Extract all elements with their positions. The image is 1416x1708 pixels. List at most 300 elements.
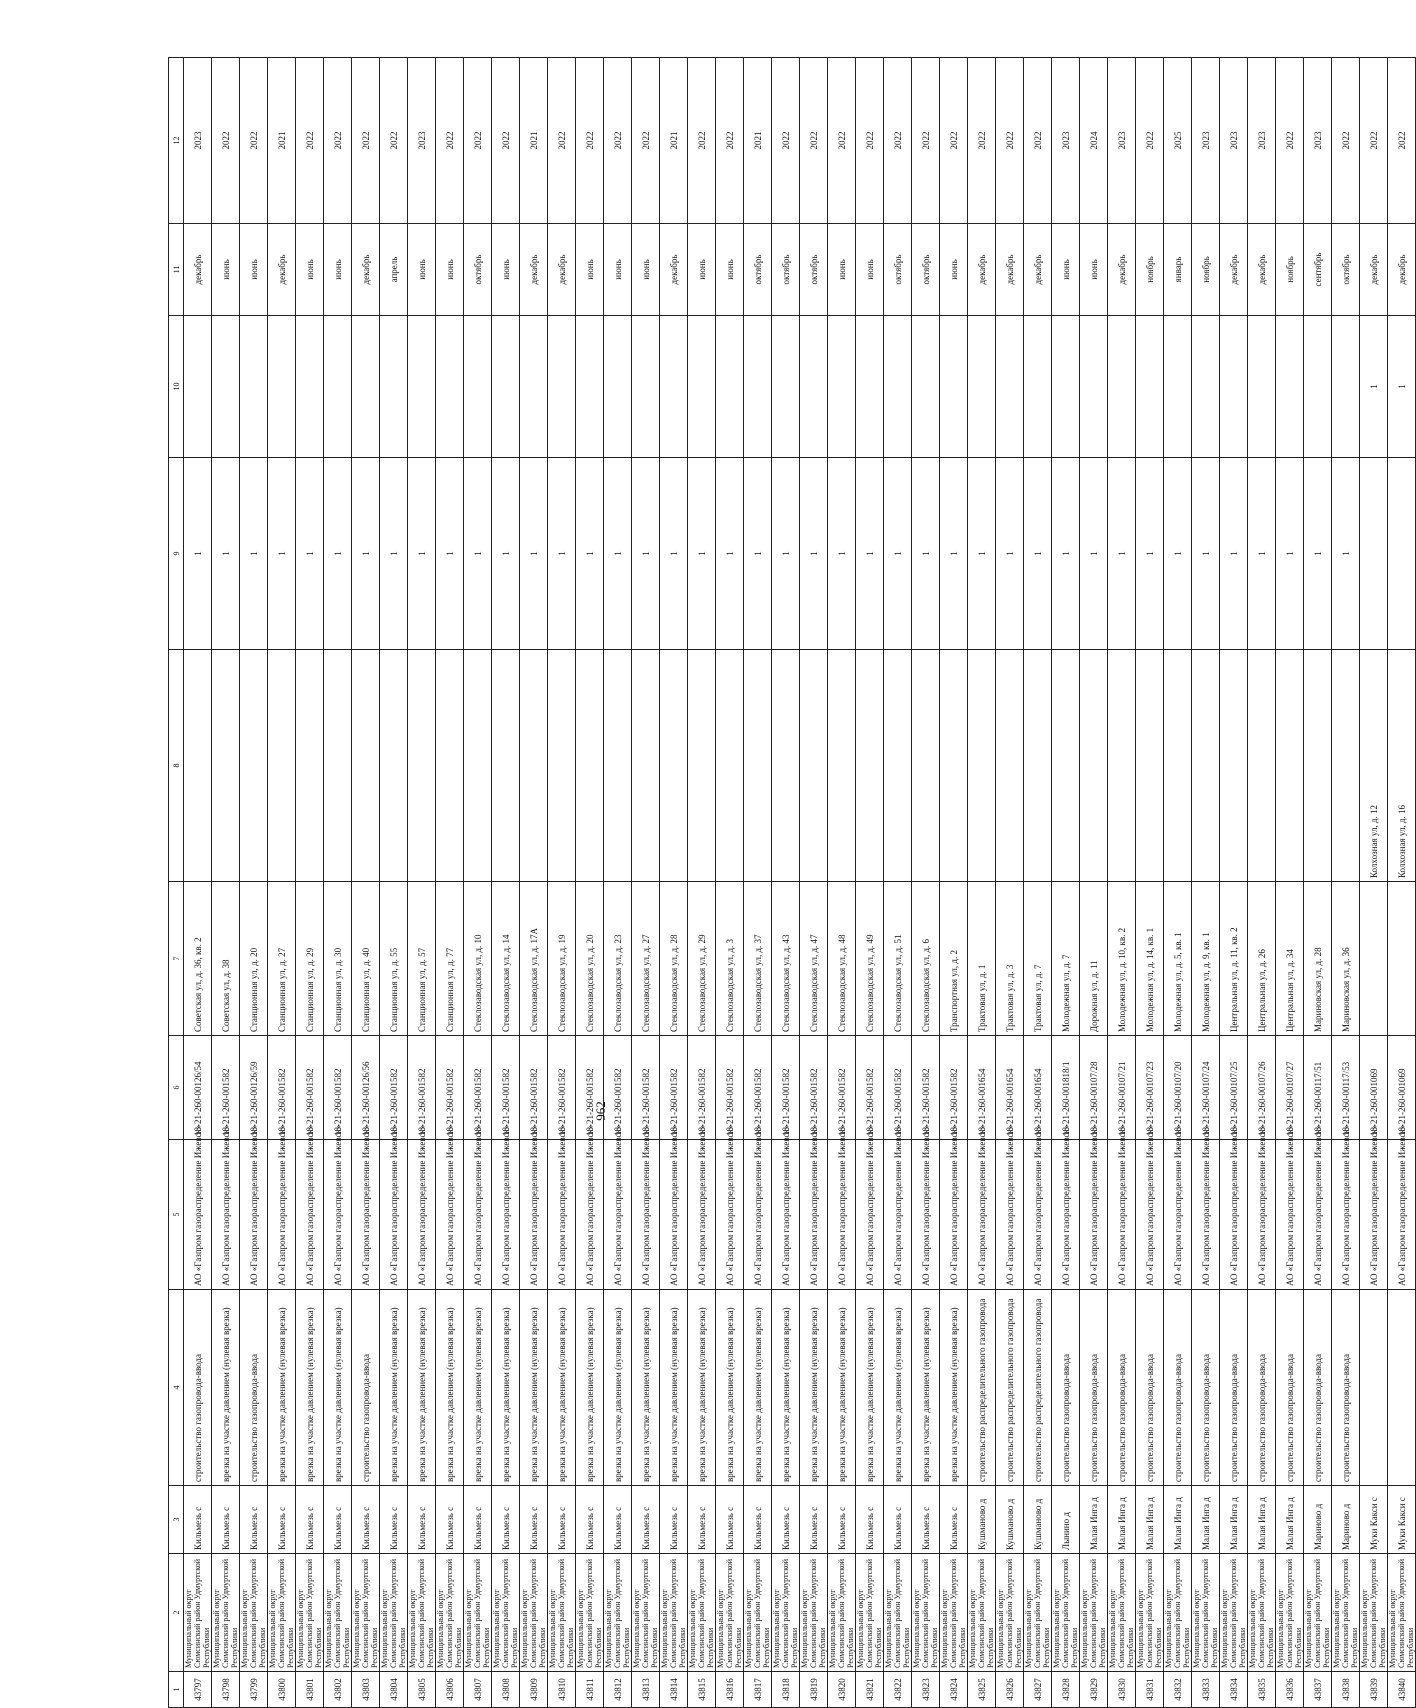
table-row — [968, 58, 996, 1708]
table-cell-col1: 43836 — [1276, 1672, 1304, 1708]
column-header-1: 1 — [169, 1672, 184, 1708]
table-cell-col7: Трактовая ул, д. 3 — [996, 882, 1024, 1036]
table-cell-col1: 43819 — [800, 1672, 828, 1708]
table-cell-col6: 18-21-260-00107/23 — [1136, 1036, 1164, 1140]
table-cell-col10 — [968, 316, 996, 458]
table-cell-col12: 2021 — [744, 58, 772, 224]
table-cell-col2: Муниципальный округ Сюмсинский район Удмуртской Республики — [464, 1554, 492, 1672]
table-cell-col8 — [212, 650, 240, 882]
table-row — [632, 58, 660, 1708]
table-cell-col1: 43822 — [884, 1672, 912, 1708]
table-cell-col6: 18-21-260-001654 — [996, 1036, 1024, 1140]
table-cell-col12: 2022 — [996, 58, 1024, 224]
table-cell-col3: Кушманово д — [996, 1486, 1024, 1554]
table-cell-col9: 1 — [408, 458, 436, 650]
table-cell-col1: 43802 — [324, 1672, 352, 1708]
table-cell-col1: 43829 — [1080, 1672, 1108, 1708]
table-cell-col11: июнь — [212, 224, 240, 316]
table-cell-col11: июнь — [604, 224, 632, 316]
table-cell-col2: Муниципальный округ Сюмсинский район Удмуртской Республики — [1080, 1554, 1108, 1672]
table-cell-col7: Молодежная ул, д. 14, кв. 1 — [1136, 882, 1164, 1036]
table-cell-col6: 18-21-260-001582 — [912, 1036, 940, 1140]
table-cell-col8 — [324, 650, 352, 882]
table-cell-col11: июнь — [1052, 224, 1080, 316]
table-cell-col10: 1 — [1360, 316, 1388, 458]
table-cell-col2: Муниципальный округ Сюмсинский район Удмуртской Республики — [408, 1554, 436, 1672]
table-cell-col5: АО «Газпром газораспределение Ижевск» — [1304, 1140, 1332, 1290]
table-cell-col8 — [1024, 650, 1052, 882]
table-cell-col12: 2023 — [1304, 58, 1332, 224]
table-cell-col8 — [492, 650, 520, 882]
page-number: 962 — [593, 1101, 608, 1121]
table-cell-col12: 2022 — [464, 58, 492, 224]
table-cell-col3: Кильмезь с — [548, 1486, 576, 1554]
table-cell-col8 — [436, 650, 464, 882]
table-cell-col1: 43818 — [772, 1672, 800, 1708]
table-cell-col9: 1 — [324, 458, 352, 650]
table-cell-col5: АО «Газпром газораспределение Ижевск» — [408, 1140, 436, 1290]
table-cell-col6: 18-21-260-001069 — [1388, 1036, 1416, 1140]
table-cell-col10 — [464, 316, 492, 458]
column-header-11: 11 — [169, 224, 184, 316]
table-row — [800, 58, 828, 1708]
table-cell-col4: строительство газопровода-ввода — [1136, 1290, 1164, 1486]
table-cell-col11: декабрь — [1024, 224, 1052, 316]
table-cell-col3: Кильмезь с — [800, 1486, 828, 1554]
table-cell-col3: Лынино д — [1052, 1486, 1080, 1554]
table-cell-col12: 2022 — [548, 58, 576, 224]
table-cell-col5: АО «Газпром газораспределение Ижевск» — [1248, 1140, 1276, 1290]
table-row — [324, 58, 352, 1708]
table-cell-col7: Центральная ул, д. 34 — [1276, 882, 1304, 1036]
table-cell-col1: 43824 — [940, 1672, 968, 1708]
table-cell-col8 — [240, 650, 268, 882]
column-header-9: 9 — [169, 458, 184, 650]
table-cell-col3: Кильмезь с — [520, 1486, 548, 1554]
table-cell-col11: октябрь — [800, 224, 828, 316]
table-cell-col8 — [184, 650, 212, 882]
table-cell-col12: 2023 — [1108, 58, 1136, 224]
table-cell-col12: 2021 — [520, 58, 548, 224]
table-cell-col9: 1 — [604, 458, 632, 650]
table-cell-col3: Кильмезь с — [184, 1486, 212, 1554]
table-cell-col6: 18-21-260-001654 — [1024, 1036, 1052, 1140]
table-cell-col12: 2022 — [1332, 58, 1360, 224]
table-row — [828, 58, 856, 1708]
table-cell-col9: 1 — [520, 458, 548, 650]
table-cell-col8: Колхозная ул, д. 16 — [1388, 650, 1416, 882]
table-cell-col2: Муниципальный округ Сюмсинский район Удмуртской Республики — [1136, 1554, 1164, 1672]
table-cell-col1: 43839 — [1360, 1672, 1388, 1708]
table-cell-col10 — [1276, 316, 1304, 458]
table-cell-col7: Стеклозаводская ул, д. 23 — [604, 882, 632, 1036]
table-row — [268, 58, 296, 1708]
table-cell-col8 — [1080, 650, 1108, 882]
table-row — [1360, 58, 1388, 1708]
table-cell-col2: Муниципальный округ Сюмсинский район Удмуртской Республики — [772, 1554, 800, 1672]
table-cell-col8 — [520, 650, 548, 882]
table-row — [1164, 58, 1192, 1708]
table-cell-col4: врезка на участке давлением (нулевая врезка) — [268, 1290, 296, 1486]
table-cell-col7: Стеклозаводская ул, д. 37 — [744, 882, 772, 1036]
table-cell-col1: 43815 — [688, 1672, 716, 1708]
table-cell-col9: 1 — [688, 458, 716, 650]
table-cell-col2: Муниципальный округ Сюмсинский район Удмуртской Республики — [268, 1554, 296, 1672]
table-cell-col3: Кильмезь с — [324, 1486, 352, 1554]
table-cell-col2: Муниципальный округ Сюмсинский район Удмуртской Республики — [1108, 1554, 1136, 1672]
table-cell-col12: 2022 — [576, 58, 604, 224]
table-cell-col1: 43803 — [352, 1672, 380, 1708]
table-cell-col7: Станционная ул, д. 27 — [268, 882, 296, 1036]
table-cell-col3: Малая Инга д — [1248, 1486, 1276, 1554]
table-cell-col2: Муниципальный округ Сюмсинский район Удмуртской Республики — [968, 1554, 996, 1672]
table-cell-col11: декабрь — [660, 224, 688, 316]
data-table — [168, 57, 1416, 1708]
table-cell-col5: АО «Газпром газораспределение Ижевск» — [576, 1140, 604, 1290]
table-cell-col6: 18-21-260-001582 — [436, 1036, 464, 1140]
table-cell-col10 — [688, 316, 716, 458]
table-cell-col4 — [1388, 1290, 1416, 1486]
table-cell-col8 — [688, 650, 716, 882]
table-cell-col4: врезка на участке давлением (нулевая врезка) — [604, 1290, 632, 1486]
table-row — [1332, 58, 1360, 1708]
table-cell-col3: Кильмезь с — [296, 1486, 324, 1554]
table-cell-col11: декабрь — [1108, 224, 1136, 316]
table-cell-col3: Малая Инга д — [1108, 1486, 1136, 1554]
table-cell-col3: Кильмезь с — [604, 1486, 632, 1554]
table-cell-col7: Стеклозаводская ул, д. 51 — [884, 882, 912, 1036]
table-cell-col6: 18-21-260-00107/20 — [1164, 1036, 1192, 1140]
table-cell-col7: Стеклозаводская ул, д. 17А — [520, 882, 548, 1036]
table-cell-col8 — [380, 650, 408, 882]
table-cell-col6: 18-21-260-001582 — [660, 1036, 688, 1140]
table-cell-col8 — [800, 650, 828, 882]
table-cell-col10 — [324, 316, 352, 458]
table-cell-col8 — [856, 650, 884, 882]
header-row — [169, 58, 184, 1708]
table-cell-col12: 2022 — [1136, 58, 1164, 224]
table-cell-col5: АО «Газпром газораспределение Ижевск» — [996, 1140, 1024, 1290]
table-cell-col2: Муниципальный округ Сюмсинский район Удмуртской Республики — [716, 1554, 744, 1672]
table-row — [1248, 58, 1276, 1708]
table-cell-col6: 18-21-260-001582 — [464, 1036, 492, 1140]
table-cell-col1: 43814 — [660, 1672, 688, 1708]
table-row — [352, 58, 380, 1708]
table-cell-col5: АО «Газпром газораспределение Ижевск» — [436, 1140, 464, 1290]
table-cell-col11: ноябрь — [1276, 224, 1304, 316]
table-cell-col3: Кильмезь с — [268, 1486, 296, 1554]
table-cell-col10 — [240, 316, 268, 458]
table-cell-col9: 1 — [352, 458, 380, 650]
table-cell-col8: Колхозная ул, д. 12 — [1360, 650, 1388, 882]
table-cell-col9: 1 — [856, 458, 884, 650]
table-cell-col5: АО «Газпром газораспределение Ижевск» — [324, 1140, 352, 1290]
table-cell-col7: Станционная ул, д. 77 — [436, 882, 464, 1036]
table-cell-col8 — [1052, 650, 1080, 882]
table-cell-col6: 18-21-260-001582 — [800, 1036, 828, 1140]
table-cell-col6: 18-21-260-001654 — [968, 1036, 996, 1140]
table-cell-col2: Муниципальный округ Сюмсинский район Удмуртской Республики — [492, 1554, 520, 1672]
table-row — [604, 58, 632, 1708]
table-cell-col6: 18-21-260-00107/28 — [1080, 1036, 1108, 1140]
table-cell-col7: Молодежная ул, д. 7 — [1052, 882, 1080, 1036]
table-cell-col10 — [632, 316, 660, 458]
table-cell-col10 — [772, 316, 800, 458]
table-row — [1024, 58, 1052, 1708]
table-cell-col5: АО «Газпром газораспределение Ижевск» — [1080, 1140, 1108, 1290]
table-row — [996, 58, 1024, 1708]
table-cell-col11: октябрь — [772, 224, 800, 316]
table-cell-col1: 43807 — [464, 1672, 492, 1708]
table-cell-col9: 1 — [436, 458, 464, 650]
table-cell-col4: врезка на участке давлением (нулевая врезка) — [856, 1290, 884, 1486]
table-cell-col3: Муки Какси с — [1388, 1486, 1416, 1554]
table-cell-col8 — [296, 650, 324, 882]
table-cell-col4: строительство газопровода-ввода — [1248, 1290, 1276, 1486]
table-cell-col7: Стеклозаводская ул, д. 3 — [716, 882, 744, 1036]
table-cell-col8 — [884, 650, 912, 882]
table-cell-col10 — [800, 316, 828, 458]
table-cell-col5: АО «Газпром газораспределение Ижевск» — [1192, 1140, 1220, 1290]
table-cell-col4: врезка на участке давлением (нулевая врезка) — [492, 1290, 520, 1486]
table-cell-col8 — [1192, 650, 1220, 882]
table-cell-col12: 2022 — [1360, 58, 1388, 224]
table-cell-col9: 1 — [996, 458, 1024, 650]
table-cell-col7: Стеклозаводская ул, д. 49 — [856, 882, 884, 1036]
column-header-4: 4 — [169, 1290, 184, 1486]
table-cell-col8 — [1332, 650, 1360, 882]
table-cell-col4: врезка на участке давлением (нулевая врезка) — [660, 1290, 688, 1486]
table-cell-col4: врезка на участке давлением (нулевая врезка) — [296, 1290, 324, 1486]
table-cell-col1: 43817 — [744, 1672, 772, 1708]
table-cell-col4: врезка на участке давлением (нулевая врезка) — [548, 1290, 576, 1486]
table-cell-col7: Станционная ул, д. 30 — [324, 882, 352, 1036]
table-cell-col11: октябрь — [1332, 224, 1360, 316]
table-cell-col8 — [632, 650, 660, 882]
table-cell-col9: 1 — [1332, 458, 1360, 650]
table-cell-col7: Трактовая ул, д. 1 — [968, 882, 996, 1036]
table-cell-col8 — [940, 650, 968, 882]
table-cell-col4: строительство газопровода-ввода — [1220, 1290, 1248, 1486]
table-cell-col2: Муниципальный округ Сюмсинский район Удмуртской Республики — [212, 1554, 240, 1672]
table-cell-col4: врезка на участке давлением (нулевая врезка) — [744, 1290, 772, 1486]
table-cell-col12: 2022 — [968, 58, 996, 224]
table-cell-col3: Малая Инга д — [1220, 1486, 1248, 1554]
table-cell-col12: 2022 — [324, 58, 352, 224]
table-row — [688, 58, 716, 1708]
table-cell-col10 — [996, 316, 1024, 458]
table-cell-col3: Мариново д — [1332, 1486, 1360, 1554]
table-cell-col2: Муниципальный округ Сюмсинский район Удмуртской Республики — [1052, 1554, 1080, 1672]
table-cell-col4: строительство газопровода-ввода — [1192, 1290, 1220, 1486]
table-cell-col7: Центральная ул, д. 11, кв. 2 — [1220, 882, 1248, 1036]
table-cell-col9: 1 — [1052, 458, 1080, 650]
table-cell-col2: Муниципальный округ Сюмсинский район Удмуртской Республики — [940, 1554, 968, 1672]
table-cell-col10 — [352, 316, 380, 458]
table-cell-col9: 1 — [1276, 458, 1304, 650]
table-cell-col8 — [968, 650, 996, 882]
column-header-3: 3 — [169, 1486, 184, 1554]
table-cell-col7: Дорожная ул, д. 11 — [1080, 882, 1108, 1036]
table-cell-col1: 43826 — [996, 1672, 1024, 1708]
table-cell-col6: 18-21-260-001582 — [744, 1036, 772, 1140]
table-cell-col2: Муниципальный округ Сюмсинский район Удмуртской Республики — [1276, 1554, 1304, 1672]
table-cell-col8 — [1164, 650, 1192, 882]
table-cell-col7: Стеклозаводская ул, д. 6 — [912, 882, 940, 1036]
table-cell-col1: 43837 — [1304, 1672, 1332, 1708]
table-cell-col5: АО «Газпром газораспределение Ижевск» — [688, 1140, 716, 1290]
table-cell-col4: строительство газопровода-ввода — [1332, 1290, 1360, 1486]
table-cell-col9: 1 — [884, 458, 912, 650]
table-cell-col4: строительство газопровода-ввода — [1276, 1290, 1304, 1486]
table-cell-col8 — [772, 650, 800, 882]
table-cell-col9: 1 — [660, 458, 688, 650]
table-cell-col12: 2024 — [1080, 58, 1108, 224]
table-cell-col2: Муниципальный округ Сюмсинский район Удмуртской Республики — [296, 1554, 324, 1672]
table-cell-col8 — [604, 650, 632, 882]
table-cell-col6: 18-21-260-001582 — [688, 1036, 716, 1140]
table-cell-col10 — [212, 316, 240, 458]
table-cell-col9: 1 — [744, 458, 772, 650]
column-header-5: 5 — [169, 1140, 184, 1290]
table-cell-col6: 18-21-260-001582 — [856, 1036, 884, 1140]
table-row — [1192, 58, 1220, 1708]
table-cell-col3: Малая Инга д — [1136, 1486, 1164, 1554]
table-row — [408, 58, 436, 1708]
table-cell-col11: июнь — [940, 224, 968, 316]
table-cell-col11: июнь — [632, 224, 660, 316]
table-body — [184, 58, 1416, 1708]
table-cell-col3: Кильмезь с — [772, 1486, 800, 1554]
table-cell-col2: Муниципальный округ Сюмсинский район Удмуртской Республики — [1332, 1554, 1360, 1672]
table-cell-col6: 18-21-260-00107/21 — [1108, 1036, 1136, 1140]
table-cell-col3: Кильмезь с — [380, 1486, 408, 1554]
table-cell-col7: Стеклозаводская ул, д. 20 — [576, 882, 604, 1036]
table-cell-col3: Кильмезь с — [856, 1486, 884, 1554]
table-cell-col6: 18-21-260-00107/25 — [1220, 1036, 1248, 1140]
table-cell-col6: 18-21-260-00126/56 — [352, 1036, 380, 1140]
table-cell-col1: 43827 — [1024, 1672, 1052, 1708]
table-cell-col1: 43823 — [912, 1672, 940, 1708]
table-cell-col4: строительство газопровода-ввода — [184, 1290, 212, 1486]
table-cell-col1: 43838 — [1332, 1672, 1360, 1708]
table-cell-col4: строительство распределительного газопровода — [996, 1290, 1024, 1486]
table-cell-col5: АО «Газпром газораспределение Ижевск» — [1388, 1140, 1416, 1290]
table-cell-col4: врезка на участке давлением (нулевая врезка) — [464, 1290, 492, 1486]
table-cell-col1: 43800 — [268, 1672, 296, 1708]
table-cell-col12: 2022 — [604, 58, 632, 224]
table-cell-col11: ноябрь — [1136, 224, 1164, 316]
table-cell-col3: Кильмезь с — [436, 1486, 464, 1554]
table-cell-col3: Мариново д — [1304, 1486, 1332, 1554]
table-cell-col3: Кильмезь с — [632, 1486, 660, 1554]
table-cell-col3: Кильмезь с — [492, 1486, 520, 1554]
table-cell-col2: Муниципальный округ Сюмсинский район Удмуртской Республики — [660, 1554, 688, 1672]
table-row — [436, 58, 464, 1708]
table-cell-col11: октябрь — [744, 224, 772, 316]
table-cell-col10 — [576, 316, 604, 458]
table-cell-col2: Муниципальный округ Сюмсинский район Удмуртской Республики — [1220, 1554, 1248, 1672]
table-cell-col10 — [884, 316, 912, 458]
table-cell-col9 — [1360, 458, 1388, 650]
table-cell-col3: Кушманово д — [1024, 1486, 1052, 1554]
table-cell-col5: АО «Газпром газораспределение Ижевск» — [1164, 1140, 1192, 1290]
table-cell-col1: 43809 — [520, 1672, 548, 1708]
table-cell-col12: 2022 — [856, 58, 884, 224]
table-cell-col5: АО «Газпром газораспределение Ижевск» — [1332, 1140, 1360, 1290]
table-cell-col2: Муниципальный округ Сюмсинский район Удмуртской Республики — [604, 1554, 632, 1672]
table-cell-col4: строительство газопровода-ввода — [1052, 1290, 1080, 1486]
table-cell-col8 — [1248, 650, 1276, 882]
table-cell-col9: 1 — [1108, 458, 1136, 650]
table-cell-col11: июнь — [492, 224, 520, 316]
table-cell-col11: декабрь — [1388, 224, 1416, 316]
table-cell-col10 — [492, 316, 520, 458]
table-cell-col4: врезка на участке давлением (нулевая врезка) — [324, 1290, 352, 1486]
table-cell-col9: 1 — [716, 458, 744, 650]
table-cell-col1: 43811 — [576, 1672, 604, 1708]
table-cell-col3: Малая Инга д — [1164, 1486, 1192, 1554]
table-cell-col9: 1 — [184, 458, 212, 650]
table-cell-col6: 18-21-260-001582 — [576, 1036, 604, 1140]
table-cell-col1: 43810 — [548, 1672, 576, 1708]
table-cell-col9: 1 — [828, 458, 856, 650]
table-cell-col11: июнь — [324, 224, 352, 316]
table-cell-col10 — [1136, 316, 1164, 458]
table-cell-col11: декабрь — [1248, 224, 1276, 316]
table-cell-col7: Стеклозаводская ул, д. 28 — [660, 882, 688, 1036]
table-cell-col7: Мариновская ул, д. 28 — [1304, 882, 1332, 1036]
table-cell-col5: АО «Газпром газораспределение Ижевск» — [1024, 1140, 1052, 1290]
table-cell-col8 — [268, 650, 296, 882]
table-cell-col10 — [604, 316, 632, 458]
table-cell-col6: 18-21-260-001582 — [212, 1036, 240, 1140]
table-cell-col12: 2022 — [212, 58, 240, 224]
table-row — [1108, 58, 1136, 1708]
table-row — [1276, 58, 1304, 1708]
table-cell-col11: октябрь — [884, 224, 912, 316]
table-cell-col6: 18-21-260-001818/1 — [1052, 1036, 1080, 1140]
table-cell-col12: 2022 — [632, 58, 660, 224]
table-cell-col10 — [744, 316, 772, 458]
table-cell-col1: 43806 — [436, 1672, 464, 1708]
table-cell-col12: 2022 — [492, 58, 520, 224]
table-cell-col8 — [1304, 650, 1332, 882]
table-cell-col9: 1 — [240, 458, 268, 650]
table-cell-col8 — [352, 650, 380, 882]
table-cell-col2: Муниципальный округ Сюмсинский район Удмуртской Республики — [576, 1554, 604, 1672]
table-row — [212, 58, 240, 1708]
table-cell-col3: Кушманово д — [968, 1486, 996, 1554]
table-cell-col4: врезка на участке давлением (нулевая врезка) — [772, 1290, 800, 1486]
table-cell-col11: декабрь — [352, 224, 380, 316]
table-cell-col2: Муниципальный округ Сюмсинский район Удмуртской Республики — [800, 1554, 828, 1672]
table-cell-col9: 1 — [772, 458, 800, 650]
table-cell-col12: 2022 — [772, 58, 800, 224]
table-cell-col6: 18-21-260-00107/24 — [1192, 1036, 1220, 1140]
table-cell-col8 — [996, 650, 1024, 882]
table-row — [1304, 58, 1332, 1708]
table-cell-col11: декабрь — [1360, 224, 1388, 316]
table-cell-col9: 1 — [632, 458, 660, 650]
table-cell-col5: АО «Газпром газораспределение Ижевск» — [184, 1140, 212, 1290]
table-cell-col6: 18-21-260-00126/54 — [184, 1036, 212, 1140]
table-cell-col7: Стеклозаводская ул, д. 14 — [492, 882, 520, 1036]
table-row — [1080, 58, 1108, 1708]
table-cell-col7 — [1360, 882, 1388, 1036]
table-cell-col1: 43840 — [1388, 1672, 1416, 1708]
table-row — [184, 58, 212, 1708]
